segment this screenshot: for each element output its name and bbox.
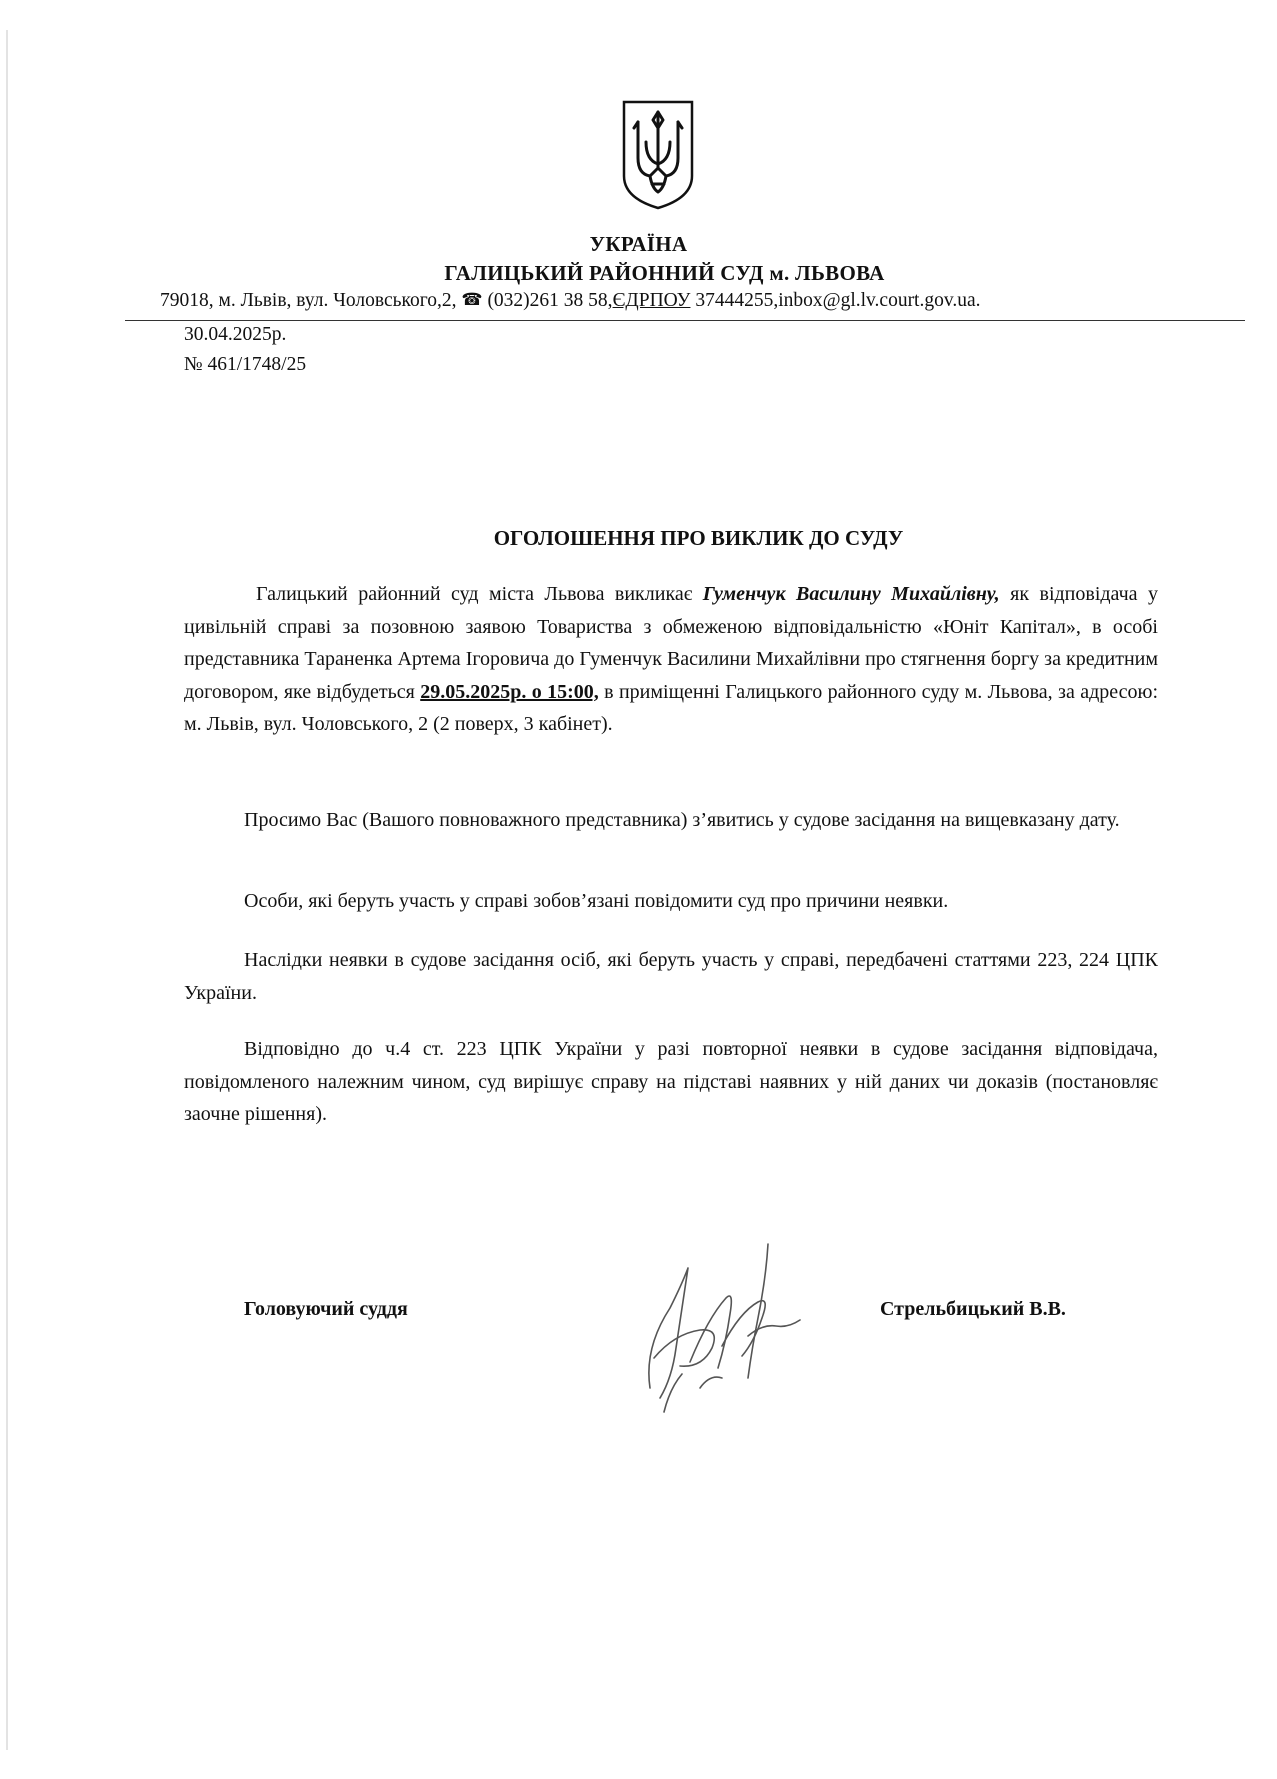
p1-middle: як відповідача у цивільній справі за позовною заявою Товариства з обмеженою відповідальністю «Юніт Капітал», в особі представника Тараненка Артема Ігоровича до Гуменчук Василини Михайлівни про стягнення боргу за кредитним договором, яке відбудеться <box>184 583 1159 703</box>
case-number: № 461/1748/25 <box>184 354 307 375</box>
notice-paragraph-default-judgment: Відповідно до ч.4 ст. 223 ЦПК України у разі повторної неявки в судове засідання відповідача, повідомленого належним чином, суд вирішує справу на підставі наявних у ній даних чи доказів (постановляє заочне рішення). <box>184 1038 1158 1125</box>
country-heading: УКРАЇНА <box>589 232 688 256</box>
judge-name: Стрельбицький В.В. <box>880 1298 1066 1320</box>
court-address-line <box>160 290 1240 312</box>
court-name-heading: ГАЛИЦЬКИЙ РАЙОННИЙ СУД м. ЛЬВОВА <box>444 261 885 285</box>
scan-edge <box>6 30 8 1750</box>
presiding-judge-label: Головуючий суддя <box>244 1298 408 1320</box>
notice-paragraph-summons <box>184 578 1158 741</box>
p1-start: Галицький районний суд міста Львова викликає <box>256 583 703 605</box>
document-date: 30.04.2025р. <box>184 324 287 345</box>
notice-paragraph-request: Просимо Вас (Вашого повноважного представника) з’явитись у судове засідання на вищевказану дату. <box>244 809 1120 831</box>
p1-end: в приміщенні Галицького районного суду м. Львова, за адресою: м. Львів, вул. Чоловського, 2 (2 поверх, 3 кабінет). <box>184 680 1159 735</box>
notice-paragraph-obligation: Особи, які беруть участь у справі зобов’язані повідомити суд про причини неявки. <box>244 890 949 912</box>
defendant-name: Гуменчук Василину Михайлівну, <box>702 583 1000 605</box>
phone-number: (032)261 38 58, <box>487 290 613 311</box>
notice-title: ОГОЛОШЕННЯ ПРО ВИКЛИК ДО СУДУ <box>493 526 904 550</box>
header-divider <box>125 320 1245 321</box>
trident-emblem-icon <box>618 98 698 210</box>
notice-paragraph-consequences: Наслідки неявки в судове засідання осіб, які беруть участь у справі, передбачені статтями 223, 224 ЦПК України. <box>184 949 1158 1004</box>
edrpou-label: ЄДРПОУ <box>612 290 691 311</box>
telephone-icon: ☎ <box>461 290 483 309</box>
edrpou-email: 37444255,inbox@gl.lv.court.gov.ua. <box>690 290 981 311</box>
handwritten-signature <box>630 1238 810 1418</box>
hearing-datetime: 29.05.2025р. о 15:00, <box>420 680 599 703</box>
address-text: 79018, м. Львів, вул. Чоловського,2, <box>160 290 462 311</box>
